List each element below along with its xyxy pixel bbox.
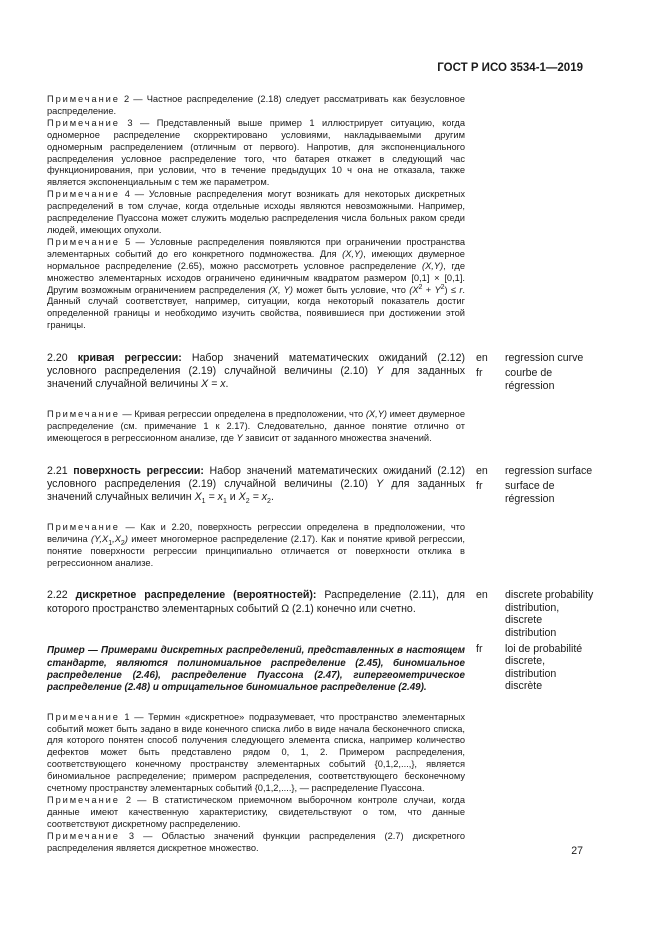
term-2-22-note-1: Примечание 1 — Термин «дискретное» подразумевает, что пространство элементарных событий может быть задано в виде конечного списка либо в виде начала бесконечного списка, для которого понятен способ получения следующего элемента списка, например количество дефектов может быть представлено рядом 0, 1, 2. Примером распределения, соответствующего конечному пространству элементарных событий {0,1,2,...,}, является биномиальное распределение; примером распределения, соответствующего бесконечному счетному пространству элементарных событий {0,1,2,....}, — распределение Пуассона. [47,711,465,794]
lang-en: en [476,589,488,602]
equivalent-fr: surface de régression [505,480,555,505]
note-5: Примечание 5 — Условные распределения появляются при ограничении пространства элементарных событий до его конкретного подмножества. Для (X,Y), имеющих двумерное нормальное распределение (2.65), можно рассмотреть условное распределение (X,Y), где множество элементарных исходов ограничено единичным квадратом размером [0,1] × [0,1]. Другим возможным ограничением распределения (X, Y) может быть условие, что $(X^2 + Y^2) \le r$. Данный случай соответствует, например, ситуации, когда некоторый показатель достиг определенной границы и необходимо изучить свойства, появившиеся при достижении этой границы. [47,236,466,331]
term-2-22-note-2: Примечание 2 — В статистическом приемочном выборочном контроле случаи, когда данные имеют качественную характеристику, свидетельствуют о том, что данные соответствуют дискретному распределению. [47,794,465,829]
equivalent-en: regression surface [505,464,593,477]
lang-fr: fr [476,480,483,493]
term-2-20-equivalents [476,352,596,393]
lang-en: en [476,464,488,477]
term-2-22-note-3: Примечание 3 — Областью значений функции распределения (2.7) дискретного распределения является дискретное множество. [47,830,465,853]
note-2: Примечание 2 — Частное распределение (2.18) следует рассматривать как безусловное распределение. [47,94,465,116]
term-2-20-definition: 2.20 кривая регрессии: Набор значений математических ожиданий (2.12) условного распределения (2.19) случайной величины (2.10) Y для заданных значений случайной величины X = x. [47,351,466,391]
term-2-21-equivalents [476,465,596,506]
main-text-column [47,94,465,855]
term-2-21-definition: 2.21 поверхность регрессии: Набор значений математических ожиданий (2.12) условного распределения (2.19) случайной величины (2.10) Y для заданных значений случайных величин $X_1 = x_1$ и $X_2 = x_2$. [47,464,466,506]
term-2-21-note: Примечание — Как и 2.20, поверхность регрессии определена в предположении, что величина $(Y,X_1,X_2)$ имеет многомерное распределение (2.17). Как и понятие кривой регрессии, понятие поверхности регрессии принципиально отличается от поверхности отклика в регрессионном анализе. [47,522,465,568]
equivalent-fr: courbe de régression [505,367,555,392]
equivalent-en: regression curve [505,351,584,364]
equivalent-fr: loi de probabilité discrete, distribution discrète [505,642,583,693]
note-4: Примечание 4 — Условные распределения могут возникать для некоторых дискретных распределений в том случае, когда отдельные исходы являются невозможными. Например, распределение Пуассона может служить моделью распределения числа больных раком среди людей, имеющих опухоли. [47,189,465,235]
page-number: 27 [571,845,583,857]
equivalent-en: discrete probability distribution, discrete distribution [505,589,594,639]
term-2-22-example: Пример — Примерами дискретных распределений, представленных в настоящем стандарте, являются полиномиальное распределение (2.45), биномиальное распределение (2.46), распределение Пуассона (2.47), гипергеометрическое распределение (2.48) и отрицательное биномиальное распределение (2.49). [47,645,465,694]
note-3: Примечание 3 — Представленный выше пример 1 иллюстрирует ситуацию, когда одномерное распределение скорректировано условиями, накладываемыми другим одномерным распределением (отличным от первого). Напротив, для экспоненциального распределения условное распределение того, что батарея откажет в следующий час функционирования, при условии, что в течение предыдущих 10 ч она не отказала, также является экспоненциальным с тем же параметром. [47,117,465,188]
standard-designation: ГОСТ Р ИСО 3534-1—2019 [437,62,583,74]
term-2-22-equivalents [476,589,596,693]
term-2-20-note: Примечание — Кривая регрессии определена в предположении, что (X,Y) имеет двумерное распределение (см. примечание 1 к 2.17). Следовательно, данное понятие отлично от имеющегося в регрессионном анализе, где Y зависит от заданного множества значений. [47,409,466,444]
lang-en: en [476,351,488,364]
lang-fr: fr [476,642,483,655]
term-2-22-definition: 2.22 дискретное распределение (вероятностей): Распределение (2.11), для которого пространство элементарных событий Ω (2.1) конечно или счетно. [47,589,465,615]
lang-fr: fr [476,367,483,380]
